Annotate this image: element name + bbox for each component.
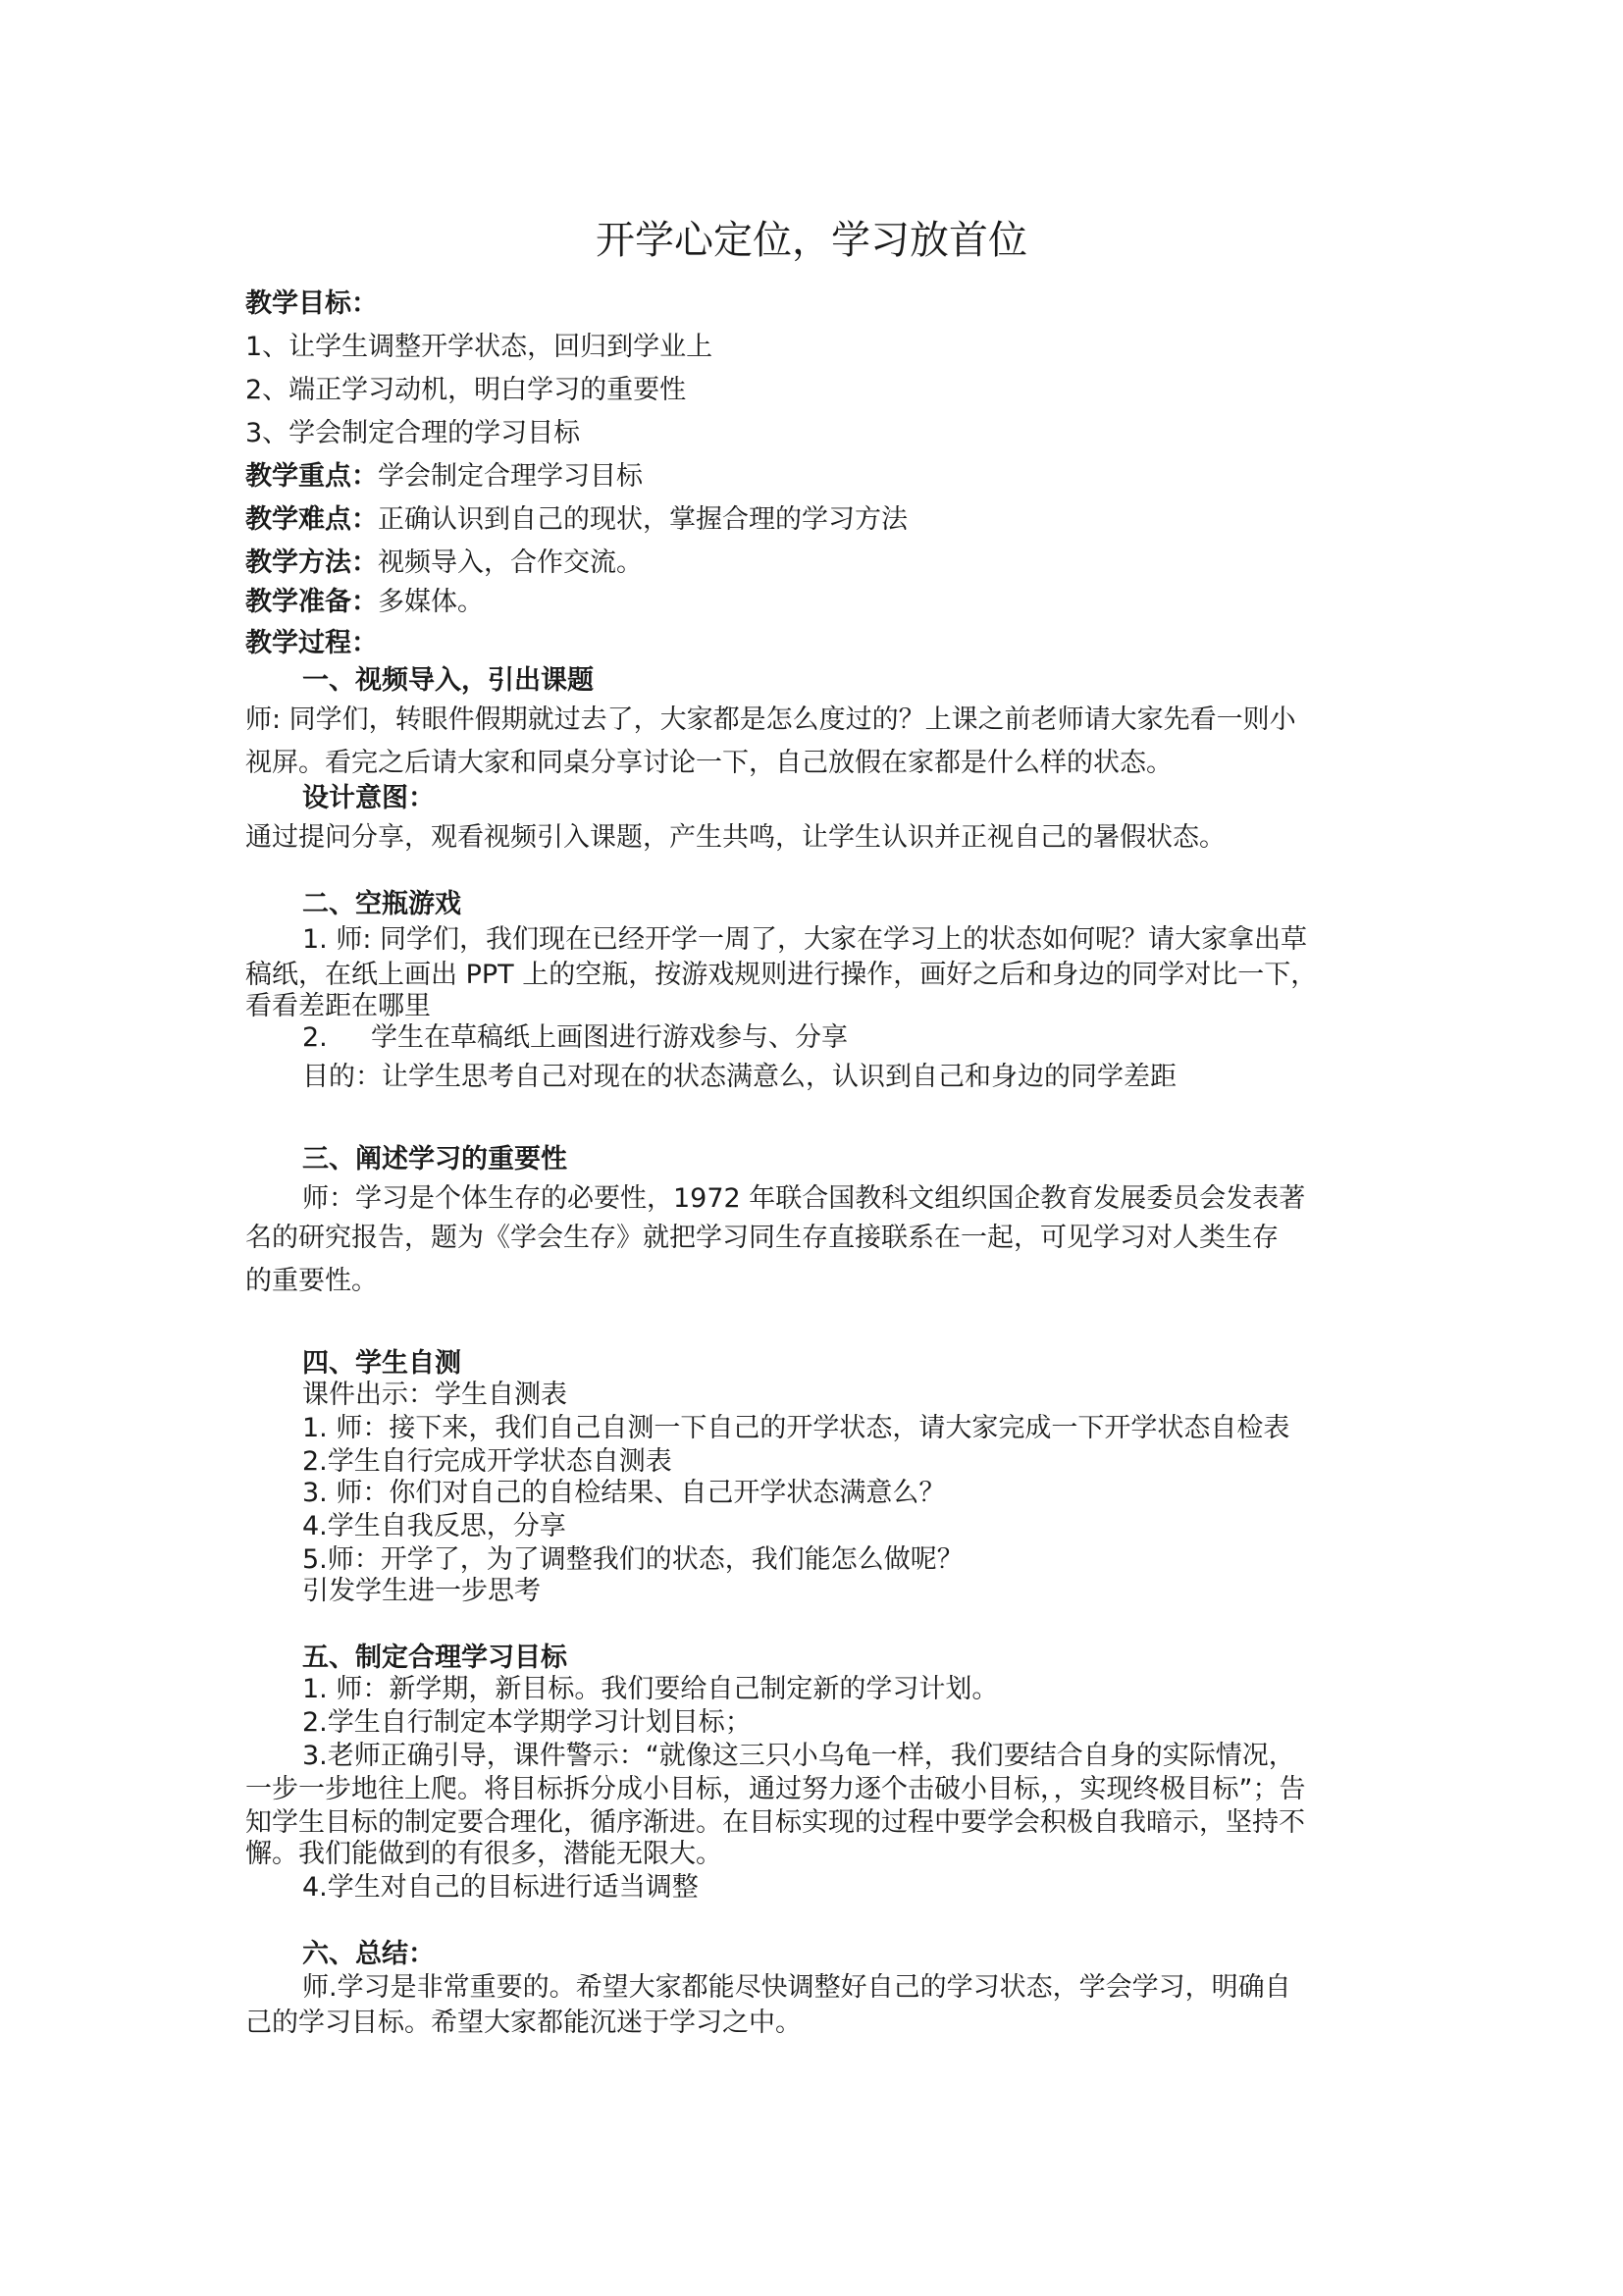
section-1-line-2: 视屏。看完之后请大家和同桌分享讨论一下，自己放假在家都是什么样的状态。: [245, 748, 1173, 778]
goal-item-3: 3、学会制定合理的学习目标: [245, 418, 581, 448]
method-label: 教学方法：: [245, 548, 378, 578]
section-6-heading: 六、总结：: [302, 1939, 435, 1969]
design-intent-label: 设计意图：: [302, 783, 435, 813]
goals-label: 教学目标：: [245, 288, 378, 319]
key-point-line: [245, 459, 643, 495]
section-2-heading: 二、空瓶游戏: [302, 889, 461, 919]
method-line: [245, 546, 643, 581]
section-2-purpose: 目的：让学生思考自己对现在的状态满意么，认识到自己和身边的同学差距: [302, 1062, 1177, 1092]
section-4-courseware: 课件出示：学生自测表: [302, 1380, 567, 1410]
difficulty-text: 正确认识到自己的现状，掌握合理的学习方法: [378, 504, 908, 535]
section-2-item-2-number: 2.: [302, 1022, 328, 1053]
section-3-line-2: 名的研究报告，题为《学会生存》就把学习同生存直接联系在一起，可见学习对人类生存: [245, 1223, 1279, 1253]
section-4-closing: 引发学生进一步思考: [302, 1576, 541, 1606]
section-1-line-1: 师: 同学们，转眼件假期就过去了，大家都是怎么度过的？上课之前老师请大家先看一则小: [245, 704, 1296, 735]
goal-item-1: 1、让学生调整开学状态，回归到学业上: [245, 332, 713, 362]
section-2-item-2: [302, 1020, 848, 1056]
section-3-line-1: 师：学习是个体生存的必要性，1972 年联合国教科文组织国企教育发展委员会发表著: [302, 1183, 1306, 1214]
goal-item-2: 2、端正学习动机，明白学习的重要性: [245, 375, 687, 405]
section-5-item-2: 2.学生自行制定本学期学习计划目标；: [302, 1707, 752, 1738]
key-point-label: 教学重点：: [245, 461, 378, 492]
section-4-item-5: 5.师：开学了，为了调整我们的状态，我们能怎么做呢？: [302, 1544, 964, 1575]
section-3-heading: 三、阐述学习的重要性: [302, 1144, 567, 1174]
section-4-heading: 四、学生自测: [302, 1348, 461, 1379]
key-point-text: 学会制定合理学习目标: [378, 461, 643, 492]
section-4-item-3: 3. 师：你们对自己的自检结果、自己开学状态满意么？: [302, 1478, 946, 1508]
section-2-item-2-text: 学生在草稿纸上画图进行游戏参与、分享: [371, 1022, 848, 1053]
section-5-item-3-line-2: 一步一步地往上爬。将目标拆分成小目标，通过努力逐个击破小目标，，实现终极目标”；告: [245, 1774, 1306, 1804]
section-6-line-1: 师.学习是非常重要的。希望大家都能尽快调整好自己的学习状态，学会学习，明确自: [302, 1972, 1291, 2003]
difficulty-label: 教学难点：: [245, 504, 378, 535]
section-3-line-3: 的重要性。: [245, 1266, 378, 1296]
section-5-item-3-line-4: 懈。我们能做到的有很多，潜能无限大。: [245, 1839, 722, 1869]
section-5-item-1: 1. 师：新学期，新目标。我们要给自己制定新的学习计划。: [302, 1674, 999, 1704]
section-4-item-1: 1. 师：接下来，我们自己自测一下自己的开学状态，请大家完成一下开学状态自检表: [302, 1413, 1290, 1443]
method-text: 视频导入，合作交流。: [378, 548, 643, 578]
section-2-line-3: 看看差距在哪里: [245, 991, 431, 1021]
section-1-heading: 一、视频导入，引出课题: [302, 665, 594, 696]
section-4-item-2: 2.学生自行完成开学状态自测表: [302, 1446, 672, 1477]
process-label: 教学过程：: [245, 628, 378, 658]
section-2-line-1: 1. 师: 同学们，我们现在已经开学一周了，大家在学习上的状态如何呢？请大家拿出草: [302, 924, 1308, 955]
design-intent-text: 通过提问分享，观看视频引入课题，产生共鸣，让学生认识并正视自己的暑假状态。: [245, 822, 1226, 853]
prep-label: 教学准备：: [245, 587, 378, 617]
section-6-line-2: 己的学习目标。希望大家都能沉迷于学习之中。: [245, 2008, 802, 2038]
document-title: 开学心定位，学习放首位: [596, 218, 1027, 263]
section-5-item-3-line-3: 知学生目标的制定要合理化，循序渐进。在目标实现的过程中要学会积极自我暗示，坚持不: [245, 1807, 1305, 1838]
prep-text: 多媒体。: [378, 587, 484, 617]
section-5-item-4: 4.学生对自己的目标进行适当调整: [302, 1872, 699, 1903]
section-2-line-2: 稿纸，在纸上画出 PPT 上的空瓶，按游戏规则进行操作，画好之后和身边的同学对比一下，: [245, 960, 1318, 990]
section-4-item-4: 4.学生自我反思，分享: [302, 1511, 566, 1541]
section-5-heading: 五、制定合理学习目标: [302, 1643, 567, 1673]
difficulty-line: [245, 502, 908, 538]
section-5-item-3-line-1: 3.老师正确引导，课件警示：“就像这三只小乌龟一样，我们要结合自身的实际情况，: [302, 1741, 1295, 1771]
prep-line: [245, 585, 484, 620]
